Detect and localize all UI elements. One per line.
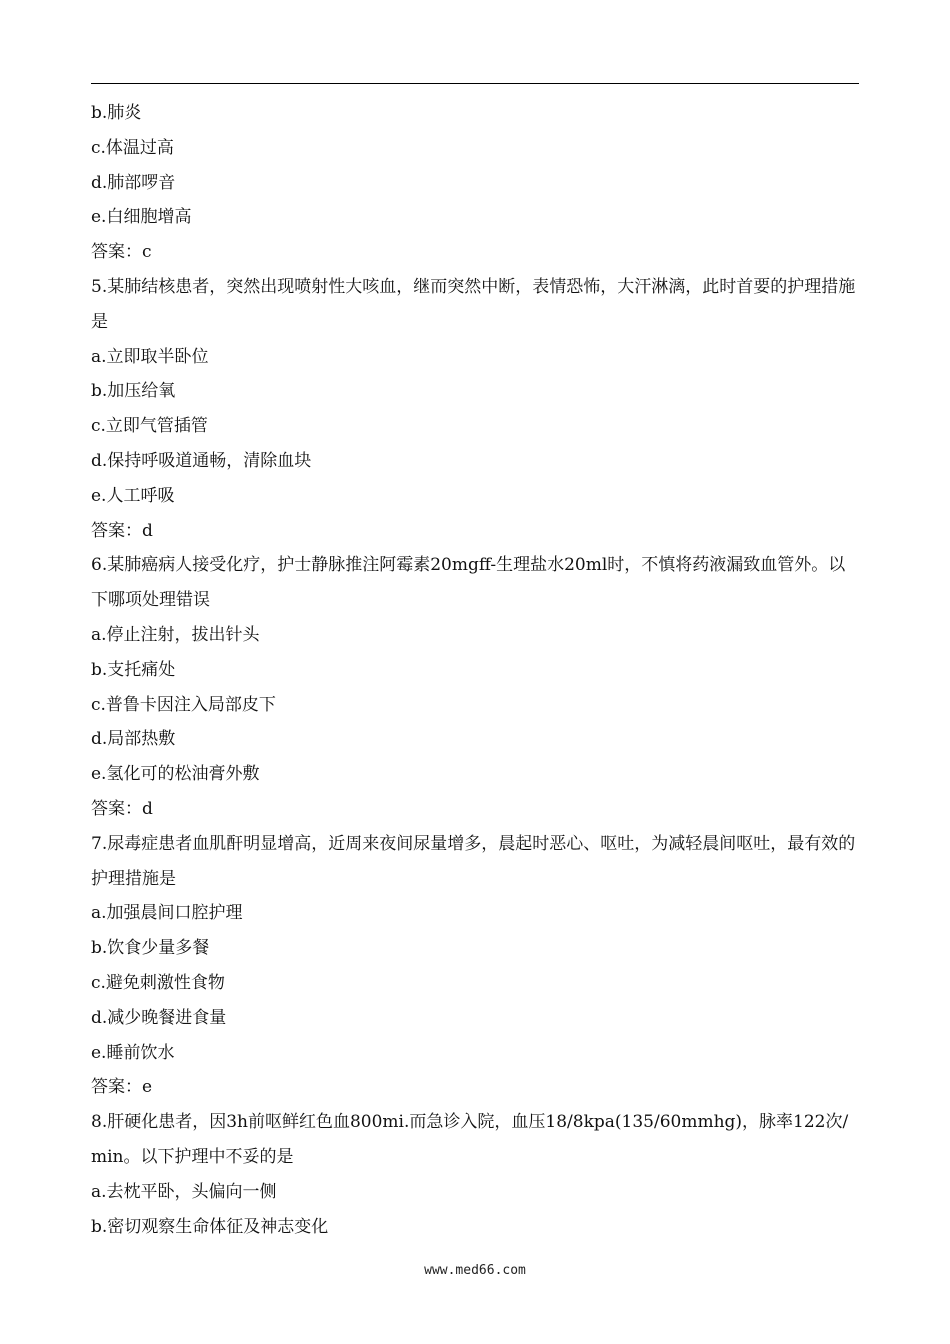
q8-stem: 8.肝硬化患者，因3h前呕鲜红色血800mi.而急诊入院，血压18/8kpa(135/60mmhg)，脉率122次/min。以下护理中不妥的是 — [91, 1112, 849, 1167]
q6-option-c: c.普鲁卡因注入局部皮下 — [91, 694, 276, 715]
q5-option-e: e.人工呼吸 — [91, 485, 175, 506]
q4-option-c: c.体温过高 — [91, 137, 174, 158]
q7-option-a: a.加强晨间口腔护理 — [91, 903, 243, 924]
q7-option-e: e.睡前饮水 — [91, 1042, 175, 1063]
q8-option-a: a.去枕平卧，头偏向一侧 — [91, 1181, 277, 1202]
header-rule — [91, 83, 859, 84]
q5-option-d: d.保持呼吸道通畅，清除血块 — [91, 450, 312, 471]
q6-option-b: b.支托痛处 — [91, 659, 176, 680]
q4-option-b: b.肺炎 — [91, 103, 142, 123]
q5-option-c: c.立即气管插管 — [91, 416, 208, 437]
q6-option-a: a.停止注射，拔出针头 — [91, 624, 260, 645]
q7-stem: 7.尿毒症患者血肌酐明显增高，近周来夜间尿量增多，晨起时恶心、呕吐，为减轻晨间呕吐，最有效的护理措施是 — [91, 833, 856, 889]
q7-option-b: b.饮食少量多餐 — [91, 938, 210, 959]
q5-stem: 5.某肺结核患者，突然出现喷射性大咳血，继而突然中断，表情恐怖，大汗淋漓，此时首要的护理措施是 — [91, 276, 856, 332]
q7-option-c: c.避免刺激性食物 — [91, 972, 225, 993]
q6-stem: 6.某肺癌病人接受化疗，护士静脉推注阿霉素20mgff-生理盐水20ml时，不慎将药液漏致血管外。以下哪项处理错误 — [91, 555, 846, 611]
q6-option-d: d.局部热敷 — [91, 729, 176, 750]
q4-answer: 答案：c — [91, 242, 152, 263]
q6-option-e: e.氢化可的松油膏外敷 — [91, 764, 260, 785]
q8-option-b: b.密切观察生命体征及神志变化 — [91, 1216, 329, 1237]
q5-option-b: b.加压给氧 — [91, 381, 176, 402]
q5-option-a: a.立即取半卧位 — [91, 346, 209, 367]
q7-option-d: d.减少晚餐进食量 — [91, 1007, 227, 1028]
q5-answer: 答案：d — [91, 520, 153, 541]
q6-answer: 答案：d — [91, 798, 153, 819]
document-body — [91, 96, 861, 1244]
q7-answer: 答案：e — [91, 1077, 153, 1098]
q4-option-d: d.肺部啰音 — [91, 172, 176, 193]
footer-url: www.med66.com — [424, 1263, 526, 1278]
q4-option-e: e.白细胞增高 — [91, 207, 192, 228]
